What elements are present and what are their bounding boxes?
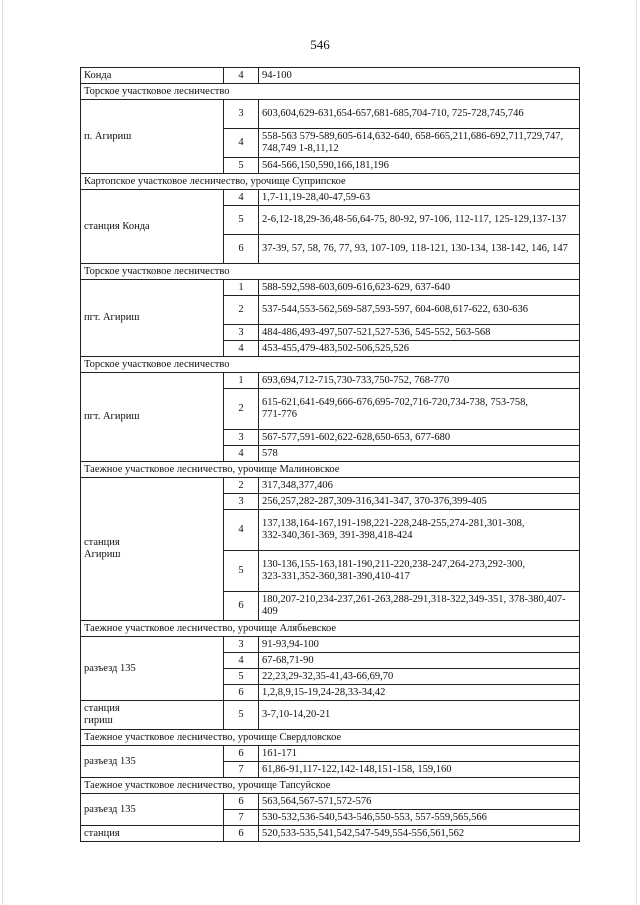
quarter-number-cell: 5 [224, 701, 259, 730]
quarter-list-cell: 180,207-210,234-237,261-263,288-291,318-322,349-351, 378-380,407-409 [259, 592, 580, 621]
section-title: Торское участковое лесничество [81, 264, 580, 280]
quarter-list-cell: 520,533-535,541,542,547-549,554-556,561,562 [259, 826, 580, 842]
quarter-number-cell: 6 [224, 794, 259, 810]
quarter-number-cell: 5 [224, 669, 259, 685]
quarter-list-cell: 130-136,155-163,181-190,211-220,238-247,264-273,292-300, 323-331,352-360,381-390,410-417 [259, 551, 580, 592]
table-row [81, 373, 580, 389]
quarter-list-cell: 91-93,94-100 [259, 637, 580, 653]
table-row [81, 794, 580, 810]
quarter-number-cell: 5 [224, 551, 259, 592]
quarter-list-cell: 67-68,71-90 [259, 653, 580, 669]
section-row [81, 264, 580, 280]
quarter-number-cell: 3 [224, 494, 259, 510]
quarter-list-cell: 615-621,641-649,666-676,695-702,716-720,734-738, 753-758, 771-776 [259, 389, 580, 430]
section-title: Таежное участковое лесничество, урочище Алябьевское [81, 621, 580, 637]
quarter-number-cell: 3 [224, 430, 259, 446]
quarter-number-cell: 7 [224, 810, 259, 826]
table-row [81, 100, 580, 129]
section-title: Картопское участковое лесничество, урочище Суприпское [81, 174, 580, 190]
quarter-list-cell: 1,7-11,19-28,40-47,59-63 [259, 190, 580, 206]
quarter-list-cell: 578 [259, 446, 580, 462]
place-cell: п. Агириш [81, 100, 224, 174]
table-row [81, 637, 580, 653]
quarter-number-cell: 4 [224, 68, 259, 84]
quarter-list-cell: 161-171 [259, 746, 580, 762]
section-title: Торское участковое лесничество [81, 357, 580, 373]
scan-edge-right [636, 0, 637, 905]
table-row [81, 826, 580, 842]
scan-edge-left [2, 0, 3, 905]
quarter-number-cell: 4 [224, 510, 259, 551]
quarter-list-cell: 22,23,29-32,35-41,43-66,69,70 [259, 669, 580, 685]
quarter-list-cell: 567-577,591-602,622-628,650-653, 677-680 [259, 430, 580, 446]
table-row [81, 68, 580, 84]
place-cell: пгт. Агириш [81, 373, 224, 462]
place-cell: разъезд 135 [81, 746, 224, 778]
section-title: Таежное участковое лесничество, урочище Свердловское [81, 730, 580, 746]
section-row [81, 357, 580, 373]
quarter-list-cell: 3-7,10-14,20-21 [259, 701, 580, 730]
quarter-number-cell: 6 [224, 592, 259, 621]
quarter-list-cell: 530-532,536-540,543-546,550-553, 557-559,565,566 [259, 810, 580, 826]
section-row [81, 84, 580, 100]
section-row [81, 621, 580, 637]
quarter-list-cell: 1,2,8,9,15-19,24-28,33-34,42 [259, 685, 580, 701]
quarter-number-cell: 5 [224, 206, 259, 235]
quarter-number-cell: 4 [224, 341, 259, 357]
table-row [81, 701, 580, 730]
place-cell: Конда [81, 68, 224, 84]
quarter-list-cell: 537-544,553-562,569-587,593-597, 604-608,617-622, 630-636 [259, 296, 580, 325]
quarter-number-cell: 6 [224, 685, 259, 701]
table-row [81, 280, 580, 296]
quarter-list-cell: 453-455,479-483,502-506,525,526 [259, 341, 580, 357]
quarter-list-cell: 484-486,493-497,507-521,527-536, 545-552, 563-568 [259, 325, 580, 341]
section-row [81, 730, 580, 746]
quarter-number-cell: 4 [224, 129, 259, 158]
quarter-list-cell: 564-566,150,590,166,181,196 [259, 158, 580, 174]
quarter-list-cell: 137,138,164-167,191-198,221-228,248-255,274-281,301-308, 332-340,361-369, 391-398,418-424 [259, 510, 580, 551]
table-row [81, 478, 580, 494]
section-row [81, 462, 580, 478]
quarter-list-cell: 693,694,712-715,730-733,750-752, 768-770 [259, 373, 580, 389]
quarter-number-cell: 1 [224, 280, 259, 296]
quarter-number-cell: 2 [224, 389, 259, 430]
quarter-number-cell: 5 [224, 158, 259, 174]
quarter-number-cell: 4 [224, 446, 259, 462]
quarter-number-cell: 7 [224, 762, 259, 778]
quarter-number-cell: 6 [224, 235, 259, 264]
place-cell: станция [81, 826, 224, 842]
quarter-list-cell: 563,564,567-571,572-576 [259, 794, 580, 810]
section-title: Торское участковое лесничество [81, 84, 580, 100]
place-cell: пгт. Агириш [81, 280, 224, 357]
table-row [81, 746, 580, 762]
section-row [81, 778, 580, 794]
quarter-number-cell: 6 [224, 746, 259, 762]
section-title: Таежное участковое лесничество, урочище Тапсуйское [81, 778, 580, 794]
forestry-quarters-table [80, 67, 580, 842]
place-cell: разъезд 135 [81, 637, 224, 701]
place-cell: станция Агириш [81, 478, 224, 621]
quarter-number-cell: 2 [224, 478, 259, 494]
quarter-list-cell: 558-563 579-589,605-614,632-640, 658-665,211,686-692,711,729,747, 748,749 1-8,11,12 [259, 129, 580, 158]
page-number: 546 [310, 37, 330, 52]
place-cell: станция гириш [81, 701, 224, 730]
quarter-list-cell: 37-39, 57, 58, 76, 77, 93, 107-109, 118-121, 130-134, 138-142, 146, 147 [259, 235, 580, 264]
quarter-number-cell: 4 [224, 190, 259, 206]
quarter-number-cell: 2 [224, 296, 259, 325]
quarter-number-cell: 3 [224, 325, 259, 341]
table-row [81, 190, 580, 206]
quarter-number-cell: 3 [224, 637, 259, 653]
quarter-number-cell: 6 [224, 826, 259, 842]
quarter-list-cell: 317,348,377,406 [259, 478, 580, 494]
place-cell: станция Конда [81, 190, 224, 264]
section-row [81, 174, 580, 190]
quarter-list-cell: 2-6,12-18,29-36,48-56,64-75, 80-92, 97-106, 112-117, 125-129,137-137 [259, 206, 580, 235]
quarter-list-cell: 94-100 [259, 68, 580, 84]
quarter-list-cell: 61,86-91,117-122,142-148,151-158, 159,160 [259, 762, 580, 778]
place-cell: разъезд 135 [81, 794, 224, 826]
quarter-list-cell: 603,604,629-631,654-657,681-685,704-710, 725-728,745,746 [259, 100, 580, 129]
quarter-list-cell: 588-592,598-603,609-616,623-629, 637-640 [259, 280, 580, 296]
quarter-number-cell: 1 [224, 373, 259, 389]
quarter-number-cell: 3 [224, 100, 259, 129]
section-title: Таежное участковое лесничество, урочище Малиновское [81, 462, 580, 478]
quarter-number-cell: 4 [224, 653, 259, 669]
quarter-list-cell: 256,257,282-287,309-316,341-347, 370-376,399-405 [259, 494, 580, 510]
